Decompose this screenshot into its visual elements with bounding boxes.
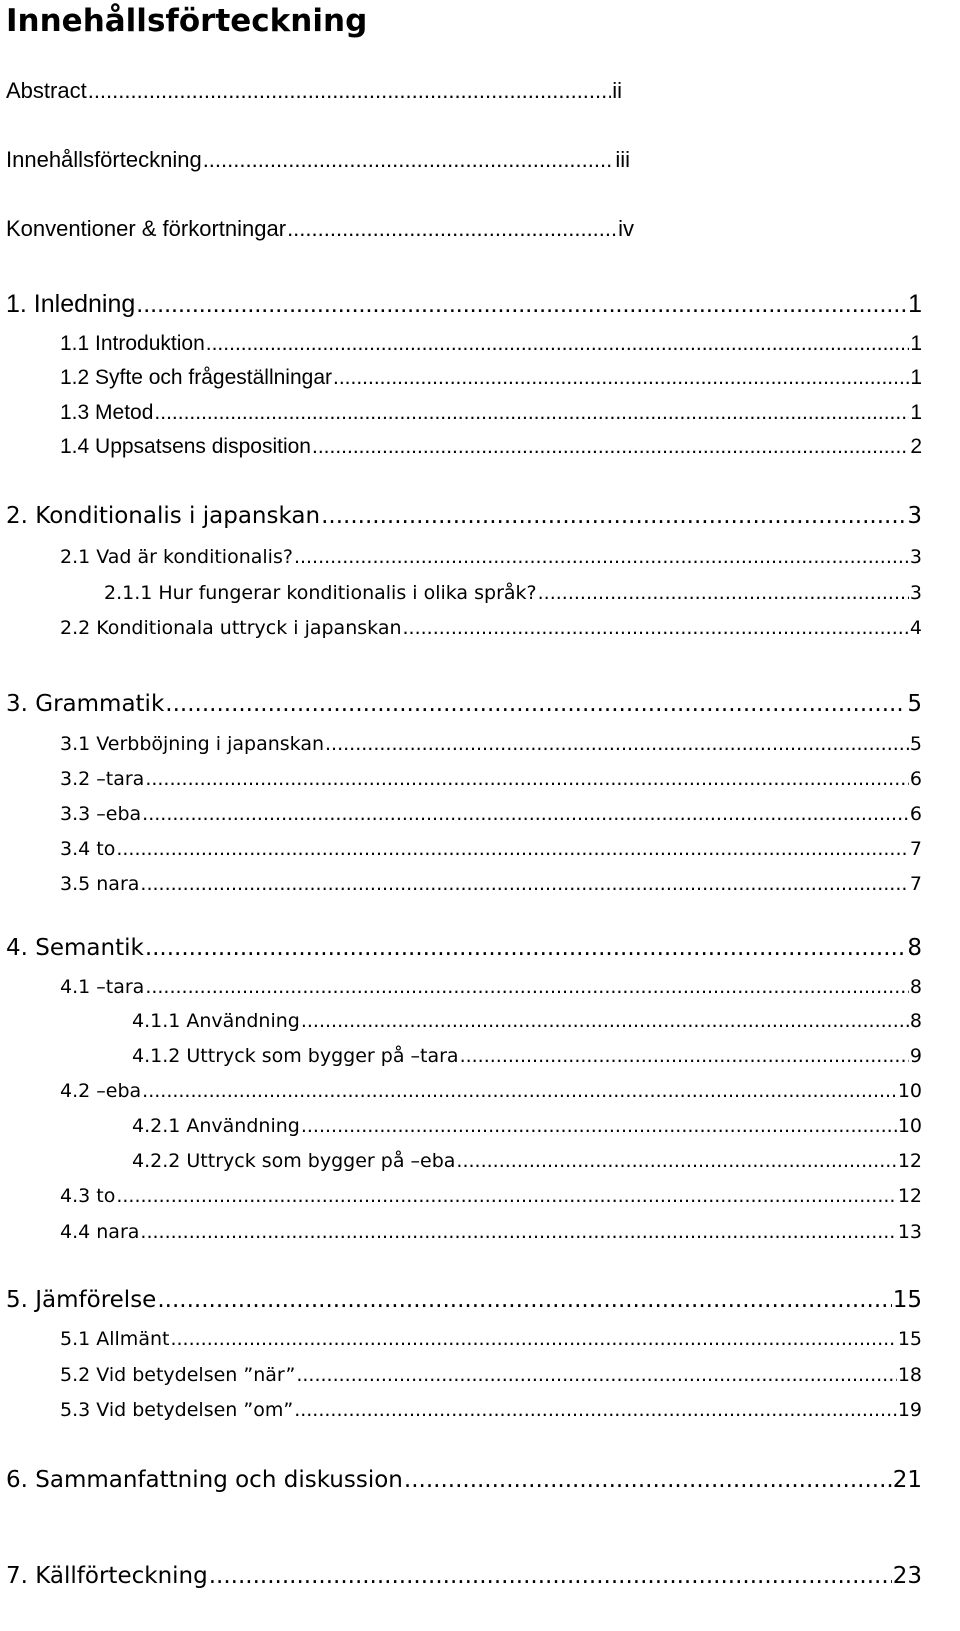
dot-leader (157, 1287, 891, 1313)
toc-entry-label: 4.1.1 Användning (132, 1010, 300, 1032)
toc-entry-page-number: iii (615, 147, 630, 172)
toc-entry-page-number: 6 (909, 768, 922, 790)
toc-entry[interactable] (60, 546, 922, 568)
dot-leader (142, 803, 909, 825)
toc-entry-label: 1.1 Introduktion (60, 332, 205, 355)
dot-leader (165, 691, 906, 717)
dot-leader (140, 873, 909, 895)
toc-entry-page-number: 15 (897, 1328, 922, 1350)
toc-entry[interactable] (6, 290, 922, 319)
toc-entry-label: 7. Källförteckning (6, 1563, 208, 1589)
toc-entry-label: 4.1 –tara (60, 976, 145, 998)
dot-leader (333, 366, 909, 390)
dot-leader (294, 1399, 897, 1421)
toc-entry[interactable] (104, 582, 922, 604)
toc-entry-label: 1.4 Uppsatsens disposition (60, 435, 311, 458)
toc-entry-label: 3.1 Verbböjning i japanskan (60, 733, 325, 755)
toc-entry-label: 5.1 Allmänt (60, 1328, 170, 1350)
toc-entry-page-number: 1 (910, 366, 922, 389)
toc-entry[interactable] (60, 366, 922, 390)
toc-entry-page-number: 8 (909, 976, 922, 998)
toc-entry[interactable] (60, 617, 922, 639)
toc-entry-page-number: 23 (892, 1563, 922, 1589)
toc-entry[interactable] (60, 1328, 922, 1350)
toc-entry-page-number: 5 (909, 733, 922, 755)
toc-entry-label: 5.2 Vid betydelsen ”när” (60, 1364, 296, 1386)
toc-entry-label: 4.2 –eba (60, 1080, 142, 1102)
dot-leader (404, 1467, 892, 1493)
dot-leader (301, 1010, 909, 1032)
toc-entry-label: 4.4 nara (60, 1221, 140, 1243)
dot-leader (321, 503, 906, 529)
dot-leader (301, 1115, 897, 1137)
dot-leader (294, 546, 909, 568)
toc-entry-page-number: 3 (909, 582, 922, 604)
dot-leader (145, 976, 909, 998)
toc-entry[interactable] (6, 935, 922, 961)
dot-leader (145, 768, 909, 790)
dot-leader (312, 435, 909, 459)
dot-leader (538, 582, 909, 604)
dot-leader (460, 1045, 909, 1067)
toc-entry[interactable] (132, 1150, 922, 1172)
toc-entry[interactable] (6, 1563, 922, 1589)
dot-leader (296, 1364, 896, 1386)
toc-entry[interactable] (60, 976, 922, 998)
dot-leader (88, 78, 612, 104)
toc-entry-label: 2.2 Konditionala uttryck i japanskan (60, 617, 402, 639)
toc-entry-page-number: 5 (907, 691, 922, 717)
dot-leader (325, 733, 909, 755)
toc-entry-page-number: 1 (908, 290, 922, 318)
page-title: Innehållsförteckning (6, 3, 368, 39)
toc-entry-page-number: 3 (909, 546, 922, 568)
toc-entry-page-number: 13 (897, 1221, 922, 1243)
toc-entry[interactable] (6, 147, 630, 173)
dot-leader (154, 401, 909, 425)
dot-leader (116, 1185, 896, 1207)
toc-entry[interactable] (60, 1364, 922, 1386)
toc-entry-page-number: 19 (897, 1399, 922, 1421)
toc-entry-label: 2. Konditionalis i japanskan (6, 503, 321, 529)
toc-entry-label: 3.4 to (60, 838, 116, 860)
dot-leader (142, 1080, 897, 1102)
toc-entry[interactable] (132, 1045, 922, 1067)
dot-leader (456, 1150, 896, 1172)
toc-entry-label: 4.2.2 Uttryck som bygger på –eba (132, 1150, 456, 1172)
toc-entry[interactable] (6, 1287, 922, 1313)
toc-entry-page-number: 3 (907, 503, 922, 529)
toc-entry-label: 5. Jämförelse (6, 1287, 157, 1313)
toc-entry-label: 3.5 nara (60, 873, 140, 895)
dot-leader (116, 838, 909, 860)
dot-leader (287, 216, 617, 242)
toc-entry-label: 4.2.1 Användning (132, 1115, 300, 1137)
dot-leader (140, 1221, 896, 1243)
toc-entry-label: 2.1 Vad är konditionalis? (60, 546, 293, 568)
toc-entry[interactable] (6, 78, 622, 104)
toc-entry[interactable] (60, 1399, 922, 1421)
toc-entry[interactable] (60, 768, 922, 790)
toc-entry-page-number: 8 (909, 1010, 922, 1032)
toc-entry-page-number: 2 (910, 435, 922, 458)
toc-entry-page-number: 9 (909, 1045, 922, 1067)
toc-entry-page-number: ii (612, 78, 622, 103)
toc-entry-page-number: 18 (897, 1364, 922, 1386)
dot-leader (206, 332, 910, 356)
toc-entry[interactable] (60, 1185, 922, 1207)
toc-entry-page-number: 8 (907, 935, 922, 961)
toc-entry[interactable] (60, 1080, 922, 1102)
dot-leader (209, 1563, 892, 1589)
dot-leader (403, 617, 909, 639)
toc-entry-label: 3.3 –eba (60, 803, 142, 825)
dot-leader (170, 1328, 896, 1350)
toc-entry-label: 3.2 –tara (60, 768, 145, 790)
dot-leader (203, 147, 615, 173)
toc-entry[interactable] (132, 1010, 922, 1032)
toc-entry[interactable] (60, 733, 922, 755)
toc-entry-label: Innehållsförteckning (6, 147, 202, 172)
toc-entry-label: 3. Grammatik (6, 691, 165, 717)
toc-entry-page-number: 15 (892, 1287, 922, 1313)
toc-entry[interactable] (132, 1115, 922, 1137)
toc-entry-label: 5.3 Vid betydelsen ”om” (60, 1399, 294, 1421)
toc-entry[interactable] (60, 838, 922, 860)
toc-entry-label: 1.3 Metod (60, 401, 154, 424)
toc-entry-page-number: 12 (897, 1150, 922, 1172)
dot-leader (145, 935, 907, 961)
toc-entry-label: 2.1.1 Hur fungerar konditionalis i olika språk? (104, 582, 537, 604)
toc-entry-label: 4. Semantik (6, 935, 144, 961)
toc-entry-page-number: 1 (910, 332, 922, 355)
toc-entry-label: Konventioner & förkortningar (6, 216, 287, 241)
toc-entry[interactable] (60, 401, 922, 425)
toc-entry[interactable] (60, 435, 922, 459)
toc-entry-page-number: 7 (909, 838, 922, 860)
toc-entry[interactable] (60, 332, 922, 356)
toc-entry[interactable] (6, 1467, 922, 1493)
toc-entry-label: 1. Inledning (6, 290, 136, 318)
toc-entry[interactable] (60, 1221, 922, 1243)
toc-entry-page-number: 7 (909, 873, 922, 895)
dot-leader (136, 290, 907, 319)
toc-entry[interactable] (60, 803, 922, 825)
toc-entry[interactable] (60, 873, 922, 895)
toc-entry-label: 4.3 to (60, 1185, 116, 1207)
toc-entry-page-number: 1 (910, 401, 922, 424)
toc-entry-label: 1.2 Syfte och frågeställningar (60, 366, 332, 389)
toc-entry-page-number: 12 (897, 1185, 922, 1207)
toc-entry-page-number: 21 (892, 1467, 922, 1493)
toc-entry-page-number: 10 (897, 1080, 922, 1102)
toc-entry[interactable] (6, 216, 634, 242)
toc-entry-label: 6. Sammanfattning och diskussion (6, 1467, 403, 1493)
toc-entry[interactable] (6, 503, 922, 529)
toc-entry-label: Abstract (6, 78, 87, 103)
toc-entry-page-number: 10 (897, 1115, 922, 1137)
toc-entry[interactable] (6, 691, 922, 717)
toc-entry-page-number: 4 (909, 617, 922, 639)
toc-entry-page-number: iv (618, 216, 634, 241)
toc-entry-label: 4.1.2 Uttryck som bygger på –tara (132, 1045, 459, 1067)
toc-entry-page-number: 6 (909, 803, 922, 825)
